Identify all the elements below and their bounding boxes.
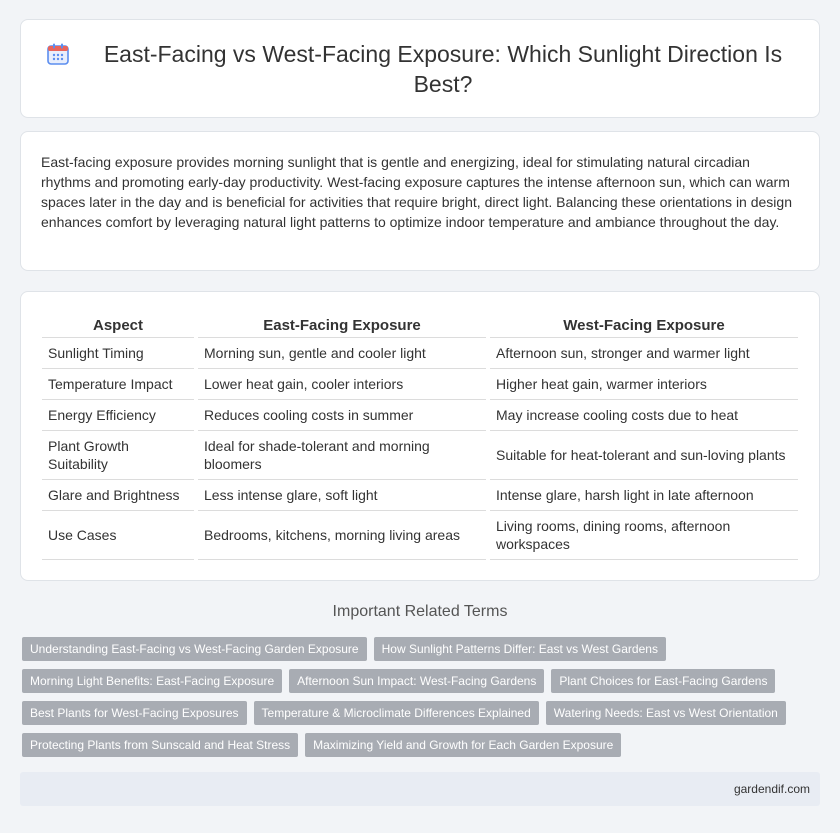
table-cell: Living rooms, dining rooms, afternoon workspaces xyxy=(490,511,798,560)
footer xyxy=(20,772,820,806)
footer-site-link[interactable]: gardendif.com xyxy=(733,782,810,796)
table-row xyxy=(42,480,798,511)
table-row xyxy=(42,400,798,431)
table-cell: Energy Efficiency xyxy=(42,400,194,431)
related-term-tag[interactable]: Temperature & Microclimate Differences Explained xyxy=(254,701,539,725)
table-cell: Temperature Impact xyxy=(42,369,194,400)
related-terms-list xyxy=(20,637,820,757)
title-card xyxy=(20,19,820,118)
table-cell: Intense glare, harsh light in late afternoon xyxy=(490,480,798,511)
related-term-tag[interactable]: Protecting Plants from Sunscald and Heat Stress xyxy=(22,733,298,757)
table-cell: Bedrooms, kitchens, morning living areas xyxy=(198,511,486,560)
table-cell: Ideal for shade-tolerant and morning bloomers xyxy=(198,431,486,480)
related-terms-heading: Important Related Terms xyxy=(332,603,508,620)
header-east: East-Facing Exposure xyxy=(198,312,486,338)
comparison-table xyxy=(38,312,802,560)
table-cell: Higher heat gain, warmer interiors xyxy=(490,369,798,400)
table-row xyxy=(42,369,798,400)
table-cell: Use Cases xyxy=(42,511,194,560)
table-cell: May increase cooling costs due to heat xyxy=(490,400,798,431)
comparison-table-card xyxy=(20,291,820,581)
table-row xyxy=(42,511,798,560)
calendar-icon xyxy=(45,41,71,67)
table-cell: Afternoon sun, stronger and warmer light xyxy=(490,338,798,369)
related-term-tag[interactable]: Afternoon Sun Impact: West-Facing Gardens xyxy=(289,669,544,693)
table-cell: Plant Growth Suitability xyxy=(42,431,194,480)
related-term-tag[interactable]: Morning Light Benefits: East-Facing Exposure xyxy=(22,669,282,693)
related-term-tag[interactable]: Understanding East-Facing vs West-Facing Garden Exposure xyxy=(22,637,367,661)
related-term-tag[interactable]: Plant Choices for East-Facing Gardens xyxy=(551,669,775,693)
intro-paragraph: East-facing exposure provides morning sunlight that is gentle and energizing, ideal for stimulating natural circadian rhythms and promoting early-day productivity. West-facing exposure captures the intense afternoon sun, which can warm spaces later in the day and is beneficial for activities that require bright, direct light. Balancing these orientations in design enhances comfort by leveraging natural light patterns to optimize indoor temperature and ambiance throughout the day. xyxy=(41,154,792,230)
table-cell: Sunlight Timing xyxy=(42,338,194,369)
table-cell: Lower heat gain, cooler interiors xyxy=(198,369,486,400)
intro-card xyxy=(20,131,820,271)
table-header-row xyxy=(42,312,798,338)
table-cell: Glare and Brightness xyxy=(42,480,194,511)
table-cell: Less intense glare, soft light xyxy=(198,480,486,511)
page-title: East-Facing vs West-Facing Exposure: Which Sunlight Direction Is Best? xyxy=(103,40,783,97)
header-aspect: Aspect xyxy=(42,312,194,338)
table-row xyxy=(42,431,798,480)
table-cell: Suitable for heat-tolerant and sun-loving plants xyxy=(490,431,798,480)
related-term-tag[interactable]: Watering Needs: East vs West Orientation xyxy=(546,701,786,725)
header-west: West-Facing Exposure xyxy=(490,312,798,338)
table-cell: Reduces cooling costs in summer xyxy=(198,400,486,431)
related-term-tag[interactable]: How Sunlight Patterns Differ: East vs West Gardens xyxy=(374,637,666,661)
related-term-tag[interactable]: Best Plants for West-Facing Exposures xyxy=(22,701,247,725)
table-cell: Morning sun, gentle and cooler light xyxy=(198,338,486,369)
table-row xyxy=(42,338,798,369)
related-term-tag[interactable]: Maximizing Yield and Growth for Each Garden Exposure xyxy=(305,733,621,757)
